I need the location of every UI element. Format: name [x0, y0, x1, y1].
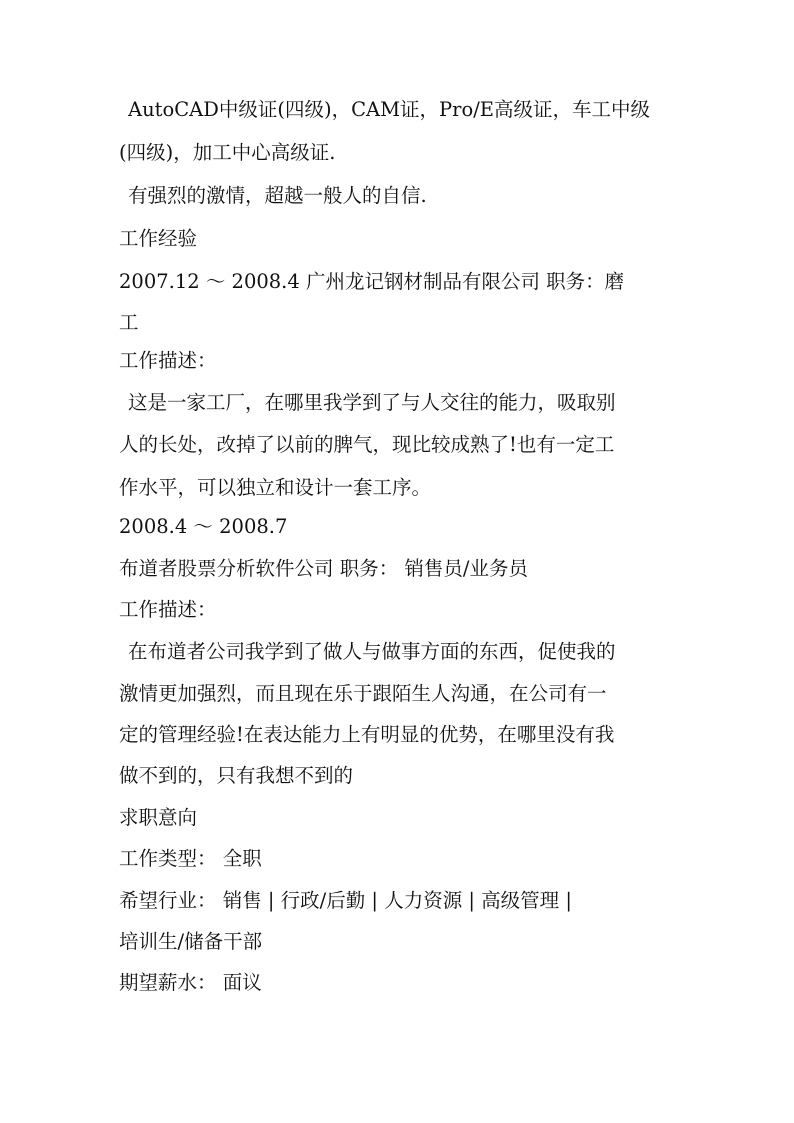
job-entry-2-description-cont: 激情更加强烈，而且现在乐于跟陌生人沟通，在公司有一: [119, 682, 607, 705]
text-line-self-assessment: 有强烈的激情，超越一般人的自信.: [128, 184, 427, 207]
job-entry-1-header-cont: 工: [119, 311, 139, 334]
expected-salary-line: 期望薪水： 面议: [119, 971, 262, 994]
job-entry-1-header: 2007.12 ～ 2008.4 广州龙记钢材制品有限公司 职务：磨: [119, 270, 625, 293]
job-entry-2-description-cont: 定的管理经验!在表达能力上有明显的优势，在哪里没有我: [119, 723, 615, 746]
section-heading-job-intention: 求职意向: [119, 806, 198, 829]
desired-industry-line: 希望行业： 销售 | 行政/后勤 | 人力资源 | 高级管理 |: [119, 889, 572, 912]
job-entry-2-description-cont: 做不到的，只有我想不到的: [119, 764, 354, 787]
job-type-line: 工作类型： 全职: [119, 847, 262, 870]
section-heading-work-experience: 工作经验: [119, 227, 198, 250]
text-line-certificates: AutoCAD中级证(四级)，CAM证，Pro/E高级证，车工中级: [128, 98, 651, 121]
job-entry-2-description: 在布道者公司我学到了做人与做事方面的东西，促使我的: [128, 640, 616, 663]
desired-industry-line-cont: 培训生/储备干部: [119, 930, 263, 953]
job-entry-1-description: 这是一家工厂，在哪里我学到了与人交往的能力，吸取别: [128, 391, 616, 414]
job-entry-1-description-cont: 人的长处，改掉了以前的脾气，现比较成熟了!也有一定工: [119, 433, 615, 456]
job-entry-2-description-label: 工作描述：: [119, 598, 217, 621]
text-line-certificates-cont: (四级)，加工中心高级证.: [119, 141, 336, 164]
job-entry-1-description-cont: 作水平，可以独立和设计一套工序。: [119, 476, 432, 499]
job-entry-1-description-label: 工作描述：: [119, 349, 217, 372]
job-entry-2-header: 布道者股票分析软件公司 职务： 销售员/业务员: [119, 557, 528, 580]
job-entry-2-dates: 2008.4 ～ 2008.7: [119, 515, 288, 538]
